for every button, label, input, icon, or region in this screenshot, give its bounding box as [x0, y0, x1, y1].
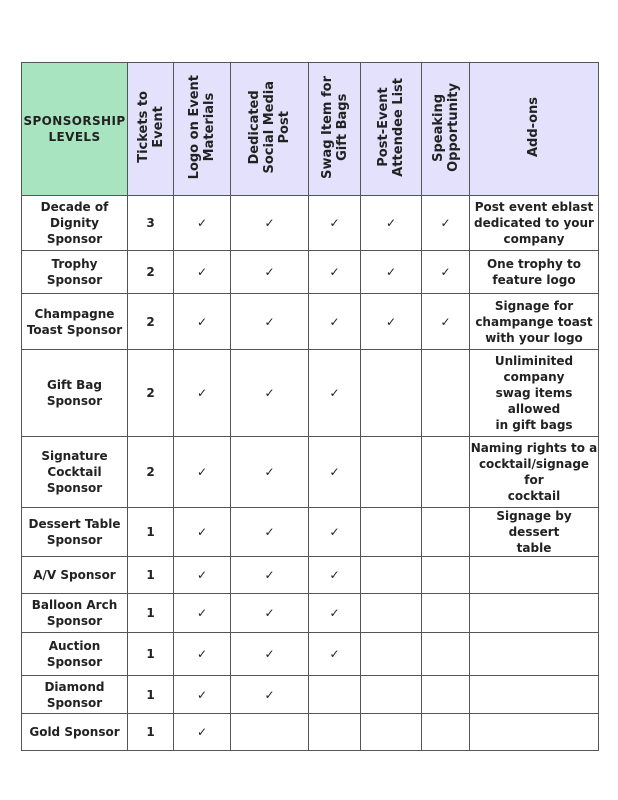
header-social-post: Dedicated Social Media Post	[231, 63, 309, 196]
attendee-list-cell	[361, 676, 422, 714]
table-row	[22, 294, 599, 350]
social-post-cell	[231, 633, 309, 676]
speaking-cell	[422, 714, 470, 751]
swag-cell	[309, 557, 361, 594]
check-icon: ✓	[264, 525, 275, 539]
level-name: Balloon Arch Sponsor	[22, 594, 128, 633]
logo-cell	[174, 294, 231, 350]
tickets-count: 2	[128, 294, 174, 350]
swag-cell	[309, 437, 361, 508]
check-icon: ✓	[264, 265, 275, 279]
check-icon: ✓	[329, 314, 340, 329]
attendee-list-cell	[361, 633, 422, 676]
logo-cell	[174, 251, 231, 294]
logo-cell	[174, 676, 231, 714]
speaking-cell	[422, 557, 470, 594]
attendee-list-cell	[361, 437, 422, 508]
check-icon: ✓	[440, 216, 451, 230]
tickets-count: 1	[128, 714, 174, 751]
tickets-count: 1	[128, 633, 174, 676]
swag-cell	[309, 508, 361, 557]
header-tickets: Tickets to Event	[128, 63, 174, 196]
sponsorship-levels-header: SPONSORSHIP LEVELS	[22, 63, 128, 196]
speaking-cell	[422, 251, 470, 294]
attendee-list-cell	[361, 196, 422, 251]
addon-text: Unliminited company swag items allowed in gift bags	[470, 350, 599, 437]
check-icon: ✓	[440, 265, 451, 279]
check-icon: ✓	[196, 725, 208, 739]
header-speaking: Speaking Opportunity	[422, 63, 470, 196]
check-icon: ✓	[196, 265, 208, 279]
swag-cell	[309, 294, 361, 350]
tickets-count: 2	[128, 350, 174, 437]
attendee-list-cell	[361, 251, 422, 294]
check-icon: ✓	[264, 465, 275, 479]
check-icon: ✓	[264, 314, 275, 329]
level-name: Diamond Sponsor	[22, 676, 128, 714]
attendee-list-cell	[361, 294, 422, 350]
check-icon: ✓	[196, 465, 208, 479]
social-post-cell	[231, 594, 309, 633]
tickets-count: 2	[128, 437, 174, 508]
level-name: Auction Sponsor	[22, 633, 128, 676]
attendee-list-cell	[361, 557, 422, 594]
attendee-list-cell	[361, 350, 422, 437]
check-icon: ✓	[385, 265, 397, 279]
check-icon: ✓	[329, 606, 340, 620]
check-icon: ✓	[329, 216, 340, 230]
check-icon: ✓	[385, 314, 397, 329]
tickets-count: 1	[128, 594, 174, 633]
table-row	[22, 594, 599, 633]
tickets-count: 2	[128, 251, 174, 294]
speaking-cell	[422, 350, 470, 437]
addon-text: Signage by dessert table	[470, 508, 599, 557]
header-logo: Logo on Event Materials	[174, 63, 231, 196]
swag-cell	[309, 714, 361, 751]
swag-cell	[309, 350, 361, 437]
check-icon: ✓	[329, 647, 340, 661]
check-icon: ✓	[329, 386, 340, 400]
social-post-cell	[231, 557, 309, 594]
check-icon: ✓	[196, 606, 208, 620]
swag-cell	[309, 594, 361, 633]
check-icon: ✓	[196, 314, 208, 329]
tickets-count: 1	[128, 508, 174, 557]
addon-text	[470, 714, 599, 751]
table-row	[22, 196, 599, 251]
addon-text: One trophy to feature logo	[470, 251, 599, 294]
table-row	[22, 350, 599, 437]
level-name: Trophy Sponsor	[22, 251, 128, 294]
speaking-cell	[422, 633, 470, 676]
social-post-cell	[231, 437, 309, 508]
check-icon: ✓	[264, 606, 275, 620]
sponsorship-table	[21, 62, 599, 751]
level-name: Decade of Dignity Sponsor	[22, 196, 128, 251]
attendee-list-cell	[361, 714, 422, 751]
check-icon: ✓	[264, 216, 275, 230]
check-icon: ✓	[196, 568, 208, 582]
table-row	[22, 508, 599, 557]
level-name: Gift Bag Sponsor	[22, 350, 128, 437]
social-post-cell	[231, 251, 309, 294]
check-icon: ✓	[329, 265, 340, 279]
social-post-cell	[231, 714, 309, 751]
check-icon: ✓	[329, 465, 340, 479]
swag-cell	[309, 676, 361, 714]
social-post-cell	[231, 350, 309, 437]
table-row	[22, 633, 599, 676]
logo-cell	[174, 633, 231, 676]
speaking-cell	[422, 437, 470, 508]
addon-text: Post event eblast dedicated to your company	[470, 196, 599, 251]
speaking-cell	[422, 594, 470, 633]
tickets-count: 1	[128, 676, 174, 714]
social-post-cell	[231, 676, 309, 714]
table-row	[22, 251, 599, 294]
check-icon: ✓	[440, 314, 451, 329]
check-icon: ✓	[329, 525, 340, 539]
swag-cell	[309, 196, 361, 251]
addon-text: Naming rights to a cocktail/signage for cocktail	[470, 437, 599, 508]
logo-cell	[174, 508, 231, 557]
addon-text	[470, 557, 599, 594]
logo-cell	[174, 437, 231, 508]
check-icon: ✓	[264, 568, 275, 582]
check-icon: ✓	[196, 386, 208, 400]
check-icon: ✓	[196, 687, 208, 702]
social-post-cell	[231, 196, 309, 251]
check-icon: ✓	[385, 216, 397, 230]
logo-cell	[174, 714, 231, 751]
check-icon: ✓	[196, 525, 208, 539]
addon-text	[470, 633, 599, 676]
check-icon: ✓	[329, 568, 340, 582]
addon-text: Signage for champange toast with your logo	[470, 294, 599, 350]
level-name: Dessert Table Sponsor	[22, 508, 128, 557]
swag-cell	[309, 251, 361, 294]
check-icon: ✓	[264, 687, 275, 702]
check-icon: ✓	[264, 647, 275, 661]
speaking-cell	[422, 508, 470, 557]
header-swag: Swag Item for Gift Bags	[309, 63, 361, 196]
addon-text	[470, 594, 599, 633]
speaking-cell	[422, 294, 470, 350]
check-icon: ✓	[196, 647, 208, 661]
tickets-count: 1	[128, 557, 174, 594]
table-row	[22, 676, 599, 714]
check-icon: ✓	[196, 216, 208, 230]
social-post-cell	[231, 294, 309, 350]
header-addons: Add-ons	[470, 63, 599, 196]
table-row	[22, 437, 599, 508]
logo-cell	[174, 594, 231, 633]
logo-cell	[174, 350, 231, 437]
addon-text	[470, 676, 599, 714]
header-row	[22, 63, 599, 196]
level-name: Champagne Toast Sponsor	[22, 294, 128, 350]
tickets-count: 3	[128, 196, 174, 251]
level-name: Gold Sponsor	[22, 714, 128, 751]
attendee-list-cell	[361, 594, 422, 633]
check-icon: ✓	[264, 386, 275, 400]
speaking-cell	[422, 676, 470, 714]
logo-cell	[174, 557, 231, 594]
header-attendee-list: Post-Event Attendee List	[361, 63, 422, 196]
level-name: A/V Sponsor	[22, 557, 128, 594]
speaking-cell	[422, 196, 470, 251]
logo-cell	[174, 196, 231, 251]
table-row	[22, 557, 599, 594]
table-row	[22, 714, 599, 751]
attendee-list-cell	[361, 508, 422, 557]
swag-cell	[309, 633, 361, 676]
level-name: Signature Cocktail Sponsor	[22, 437, 128, 508]
social-post-cell	[231, 508, 309, 557]
